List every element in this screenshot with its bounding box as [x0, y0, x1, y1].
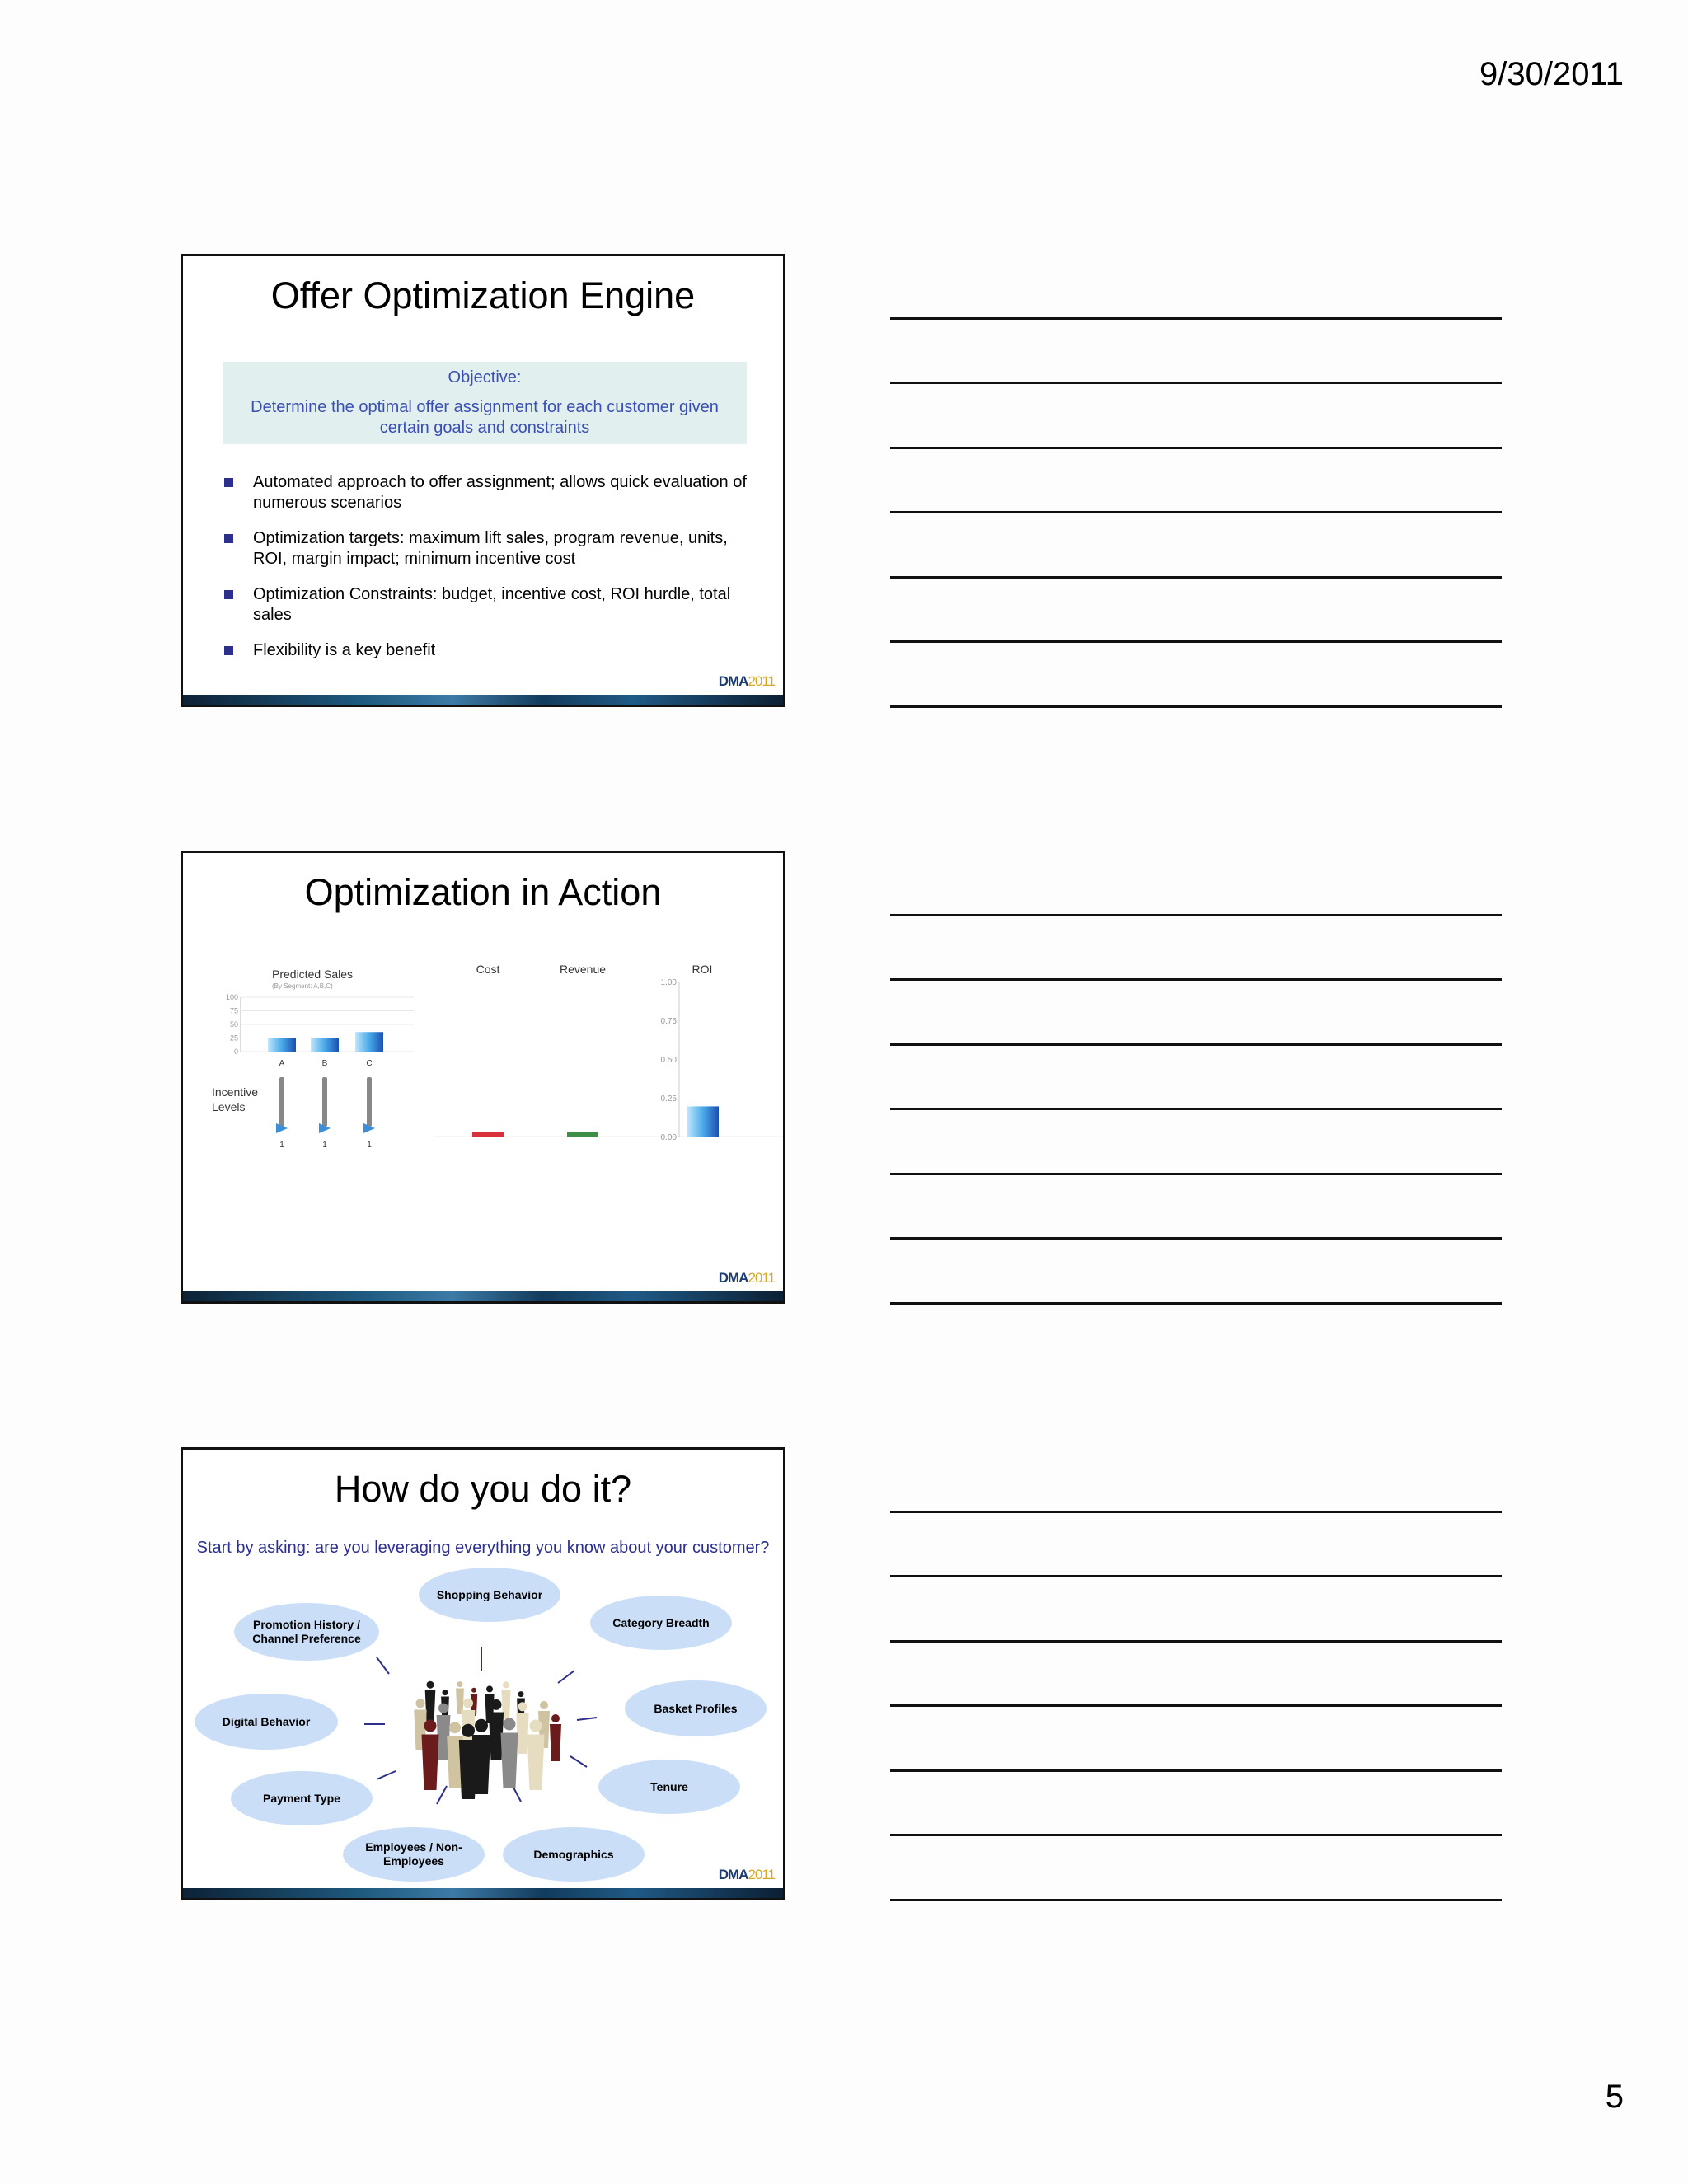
notes-line [890, 1237, 1502, 1240]
incentive-slider-track [322, 1077, 327, 1127]
logo-year: 2011 [748, 1867, 775, 1882]
page-number: 5 [1605, 2079, 1624, 2115]
y-tick-label: 0.75 [660, 1017, 677, 1026]
bullet-list [223, 472, 750, 676]
bullet-item: Optimization Constraints: budget, incentive cost, ROI hurdle, total sales [223, 584, 750, 626]
notes-line [890, 1899, 1502, 1901]
notes-line [890, 1043, 1502, 1046]
slider-value: 1 [322, 1141, 327, 1150]
person-figure [422, 1735, 439, 1791]
bubble-promotion-history: Promotion History / Channel Preference [234, 1603, 379, 1661]
bar-roi [687, 1106, 719, 1137]
people-icon [414, 1681, 561, 1799]
person-figure [459, 1740, 477, 1799]
person-figure [486, 1685, 493, 1692]
y-tick-label: 25 [229, 1033, 238, 1043]
notes-line [890, 382, 1502, 384]
objective-box [223, 362, 747, 444]
notes-line [890, 640, 1502, 643]
slide-how-do-you-do-it [181, 1447, 785, 1900]
chart-title: Revenue [559, 963, 607, 976]
person-figure [463, 1699, 473, 1708]
bubble-demographics: Demographics [503, 1827, 645, 1882]
bubble-tenure: Tenure [598, 1760, 740, 1814]
chart-title: Predicted Sales [272, 968, 354, 981]
slide-optimization-in-action [181, 851, 785, 1304]
person-figure [530, 1720, 542, 1732]
person-figure [449, 1722, 461, 1733]
bar-cost [472, 1132, 504, 1137]
slide-question: Start by asking: are you leveraging everything you know about your customer? [196, 1539, 770, 1557]
slide-title: Optimization in Action [304, 871, 662, 913]
person-figure [457, 1681, 463, 1687]
notes-line [890, 576, 1502, 579]
page-date: 9/30/2011 [1479, 56, 1624, 92]
bar-A [268, 1038, 296, 1052]
notes-line [890, 705, 1502, 708]
x-tick-label: A [279, 1059, 285, 1068]
person-figure [438, 1704, 448, 1713]
person-figure [528, 1735, 545, 1791]
notes-line [890, 1511, 1502, 1513]
person-figure [503, 1681, 509, 1688]
slider-label: Incentive [212, 1085, 259, 1099]
slider-value: 1 [279, 1141, 284, 1150]
y-tick-label: 0 [233, 1047, 238, 1056]
slide-footer-bar [183, 1291, 783, 1301]
notes-line [890, 1834, 1502, 1836]
notes-line [890, 1640, 1502, 1643]
person-figure [443, 1690, 448, 1695]
dma-logo [719, 673, 775, 690]
slide-footer-bar [183, 695, 783, 705]
bar-revenue [567, 1132, 598, 1137]
bar-B [311, 1038, 339, 1052]
logo-year: 2011 [748, 673, 775, 689]
bar-C [355, 1032, 383, 1052]
person-figure [462, 1724, 475, 1737]
y-tick-label: 50 [229, 1020, 238, 1029]
notes-line [890, 978, 1502, 981]
person-figure [540, 1701, 548, 1709]
x-tick-label: C [366, 1059, 373, 1068]
logo-text: DMA [718, 1270, 748, 1286]
notes-line [890, 447, 1502, 449]
person-figure [518, 1691, 524, 1697]
chart-title: Cost [476, 963, 500, 976]
person-figure [518, 1702, 528, 1711]
chart-subtitle: (By Segment: A,B,C) [272, 982, 333, 990]
y-tick-label: 0.00 [660, 1133, 677, 1142]
bubble-category-breadth: Category Breadth [590, 1596, 732, 1650]
y-tick-label: 100 [225, 993, 238, 1001]
y-tick-label: 0.25 [660, 1094, 677, 1104]
y-tick-label: 75 [229, 1006, 238, 1015]
bubble-basket-profiles: Basket Profiles [625, 1680, 767, 1736]
incentive-slider-track [367, 1077, 372, 1127]
objective-text: Determine the optimal offer assignment for each customer given certain goals and constraints [251, 398, 719, 437]
y-tick-label: 0.50 [660, 1056, 677, 1065]
person-figure [424, 1720, 437, 1732]
notes-line [890, 1769, 1502, 1772]
person-figure [471, 1688, 476, 1693]
person-figure [425, 1690, 436, 1724]
person-figure [516, 1713, 528, 1755]
person-figure [416, 1699, 425, 1708]
notes-line [890, 914, 1502, 916]
person-figure [491, 1699, 502, 1710]
bubble-shopping-behavior: Shopping Behavior [419, 1568, 560, 1622]
notes-line [890, 1108, 1502, 1110]
objective-heading: Objective: [448, 368, 522, 387]
person-figure [504, 1718, 516, 1731]
logo-text: DMA [718, 673, 748, 689]
notes-line [890, 511, 1502, 513]
dma-logo [719, 1270, 775, 1286]
person-figure [550, 1724, 561, 1761]
slide-offer-optimization [181, 254, 785, 707]
notes-line [890, 1704, 1502, 1707]
bullet-item: Automated approach to offer assignment; allows quick evaluation of numerous scenarios [223, 472, 750, 513]
notes-line [890, 1302, 1502, 1305]
x-tick-label: B [321, 1059, 328, 1068]
bullet-item: Flexibility is a key benefit [223, 640, 750, 661]
optimization-charts [183, 956, 783, 1286]
slide-title: How do you do it? [334, 1468, 632, 1510]
logo-text: DMA [718, 1867, 748, 1882]
logo-year: 2011 [748, 1270, 775, 1286]
notes-line [890, 317, 1502, 320]
y-tick-label: 1.00 [660, 978, 677, 987]
notes-line [890, 1173, 1502, 1175]
chart-title: ROI [692, 963, 713, 976]
person-figure [427, 1681, 434, 1689]
notes-line [890, 1575, 1502, 1577]
bubble-employees: Employees / Non-Employees [343, 1827, 485, 1882]
person-figure [551, 1714, 560, 1722]
bullet-item: Optimization targets: maximum lift sales, program revenue, units, ROI, margin impact; minimum incentive cost [223, 528, 750, 569]
slider-value: 1 [367, 1141, 372, 1150]
slide-footer-bar [183, 1888, 783, 1898]
slide-title: Offer Optimization Engine [270, 274, 696, 316]
slider-label: Levels [212, 1100, 246, 1113]
dma-logo [719, 1867, 775, 1883]
person-figure [501, 1733, 518, 1789]
incentive-slider-track [279, 1077, 284, 1127]
bubble-digital-behavior: Digital Behavior [195, 1694, 338, 1750]
bubble-payment-type: Payment Type [231, 1771, 373, 1825]
person-figure [475, 1719, 488, 1732]
